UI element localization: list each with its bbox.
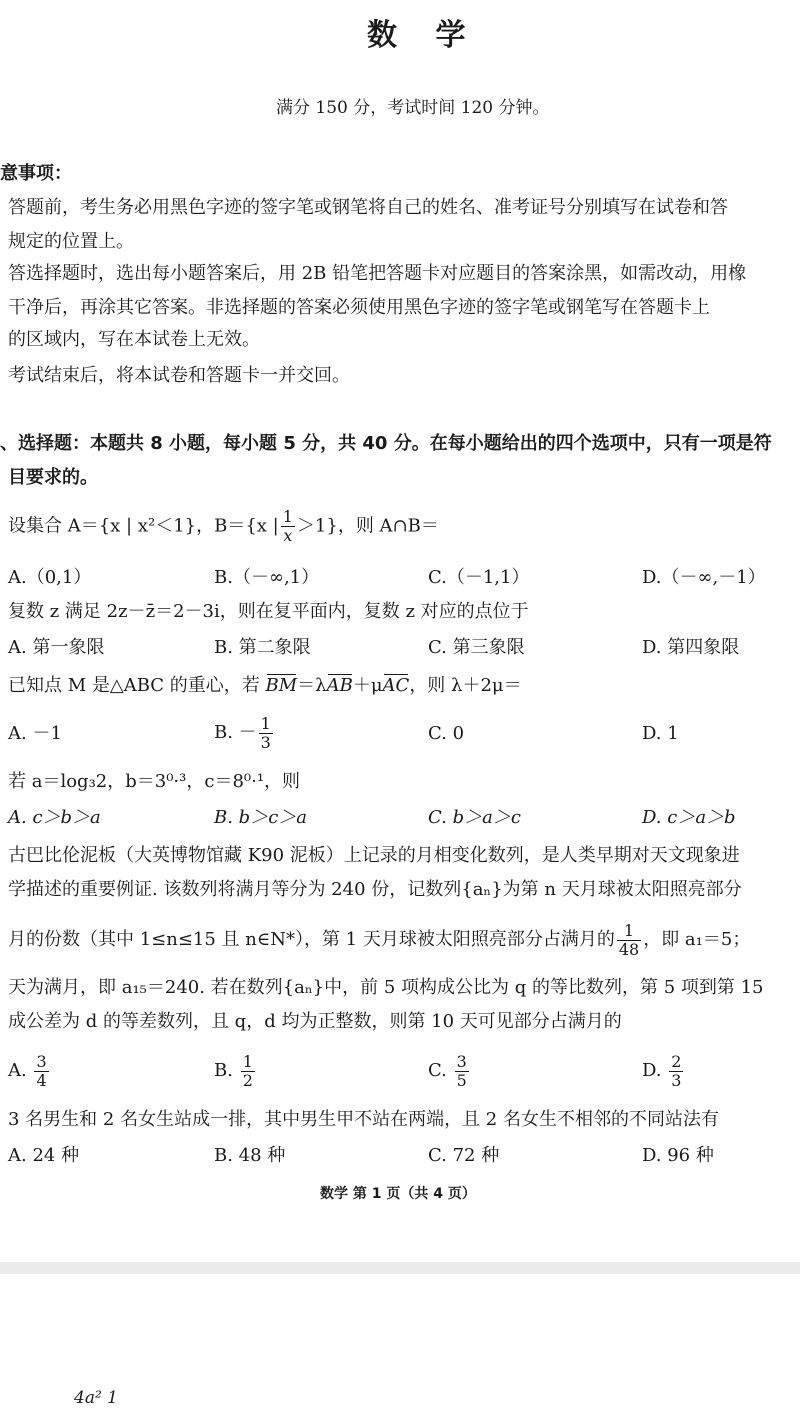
option-label: B. － [214,722,257,743]
question-5-text: ，即 a₁＝5； [643,929,751,950]
fraction-denominator: 5 [456,1070,467,1090]
fraction-numerator: 2 [671,1051,682,1071]
fraction-denominator: x [283,526,293,545]
page-2-fragment: 4a² 1 [74,1388,118,1408]
fraction [281,508,295,545]
question-2-option-a: A. 第一象限 [8,637,105,658]
fraction-denominator: 2 [242,1070,253,1090]
question-6-option-c: C. 72 种 [428,1145,500,1166]
question-1-stem [8,508,439,545]
option-label: C. [428,1060,447,1081]
question-3-option-c: C. 0 [428,723,465,744]
notice-line: 干净后，再涂其它答案。非选择题的答案必须使用黑色字迹的签字笔或钢笔写在答题卡上 [8,297,710,318]
page-separator [0,1262,800,1274]
question-1-option-d: D.（－∞,－1） [642,567,766,588]
vector-ac: AC [382,675,410,696]
question-6-option-b: B. 48 种 [214,1145,286,1166]
fraction-numerator: 1 [260,713,271,733]
option-label: D. [642,1060,662,1081]
exam-page-2 [0,1274,800,1408]
vector-bm: BM [265,675,298,696]
fraction [617,922,641,959]
notice-heading: 意事项： [0,163,72,184]
fraction-numerator: 3 [36,1051,47,1071]
notice-line: 考试结束后，将本试卷和答题卡一并交回。 [8,365,350,386]
question-1-option-c: C.（－1,1） [428,567,530,588]
question-3-stem-part: 已知点 M 是△ABC 的重心，若 [8,675,266,696]
question-6-option-a: A. 24 种 [8,1145,80,1166]
question-6-option-d: D. 96 种 [642,1145,714,1166]
question-3-option-a: A. －1 [8,723,62,744]
question-3-stem-part: ＋μ [352,675,383,696]
question-2-option-c: C. 第三象限 [428,637,525,658]
question-2-stem: 复数 z 满足 2z－z̄＝2－3i，则在复平面内，复数 z 对应的点位于 [8,601,529,622]
question-3-stem-part: ，则 λ＋2μ＝ [409,675,522,696]
question-5-line: 成公差为 d 的等差数列，且 q，d 均为正整数，则第 10 天可见部分占满月的 [8,1011,622,1032]
notice-line: 答选择题时，选出每小题答案后，用 2B 铅笔把答题卡对应题目的答案涂黑，如需改动，用橡 [8,263,747,284]
notice-line: 的区域内，写在本试卷上无效。 [8,329,260,350]
question-2-option-b: B. 第二象限 [214,637,311,658]
question-2-option-d: D. 第四象限 [642,637,740,658]
fraction-numerator: 1 [242,1051,253,1071]
option-label: A. [8,1060,27,1081]
question-1-stem-part: {x | [245,515,279,537]
fraction [259,715,273,752]
question-4-option-a: A. c＞b＞a [8,807,101,828]
notice-line: 答题前，考生务必用黑色字迹的签字笔或钢笔将自己的姓名、准考证号分别填写在试卷和答 [8,197,728,218]
fraction-numerator: 1 [617,922,641,941]
question-1-option-a: A.（0,1） [8,567,92,588]
question-4-option-c: C. b＞a＞c [428,807,521,828]
question-5-text: 月的份数（其中 1≤n≤15 且 n∈N*），第 1 天月球被太阳照亮部分占满月的 [8,929,615,950]
question-1-stem-part: 设集合 A＝{x | x²＜1}，B＝ [8,515,246,537]
question-6-stem: 3 名男生和 2 名女生站成一排，其中男生甲不站在两端，且 2 名女生不相邻的不同站法有 [8,1109,719,1130]
fraction [669,1053,683,1090]
question-5-line: 古巴比伦泥板（大英博物馆藏 K90 泥板）上记录的月相变化数列，是人类早期对天文现象进 [8,845,740,866]
question-4-option-d: D. c＞a＞b [642,807,736,828]
question-3-stem [8,674,522,698]
fraction-numerator: 3 [456,1051,467,1071]
fraction-denominator: 3 [671,1070,682,1090]
section-heading-cont: 目要求的。 [8,467,98,488]
question-1-option-b: B.（－∞,1） [214,567,320,588]
fraction [455,1053,469,1090]
exam-subtitle: 满分 150 分，考试时间 120 分钟。 [276,98,550,118]
fraction-denominator: 48 [618,939,640,959]
question-1-stem-part: ＞1}，则 A∩B＝ [296,515,439,537]
fraction-numerator: 1 [282,507,293,526]
question-4-option-b: B. b＞c＞a [214,807,308,828]
question-5-option-d [642,1048,685,1094]
notice-line: 规定的位置上。 [8,231,134,252]
question-5-option-c [428,1048,471,1094]
page-footer: 数学 第 1 页（共 4 页） [320,1186,476,1202]
fraction [34,1053,48,1090]
fraction [241,1053,255,1090]
question-5-line [8,920,750,960]
question-5-line: 学描述的重要例证. 该数列将满月等分为 240 份，记数列{aₙ}为第 n 天月球被太阳照亮部分 [8,879,742,900]
fraction-denominator: 4 [36,1070,47,1090]
question-3-option-d: D. 1 [642,723,679,744]
question-4-stem: 若 a＝log₃2，b＝3⁰·³，c＝8⁰·¹，则 [8,771,301,792]
fraction-denominator: 3 [260,732,271,752]
question-5-line: 天为满月，即 a₁₅＝240. 若在数列{aₙ}中，前 5 项构成公比为 q 的等比数列，第 5 项到第 15 [8,977,764,998]
question-5-option-a [8,1048,51,1094]
question-5-option-b [214,1048,257,1094]
section-heading: 、选择题：本题共 8 小题，每小题 5 分，共 40 分。在每小题给出的四个选项中，只有一项是符 [0,433,772,454]
option-label: B. [214,1060,233,1081]
page-title: 数 学 [367,18,480,53]
vector-ab: AB [326,675,353,696]
question-3-option-b [214,712,275,754]
question-3-stem-part: ＝λ [297,675,327,696]
